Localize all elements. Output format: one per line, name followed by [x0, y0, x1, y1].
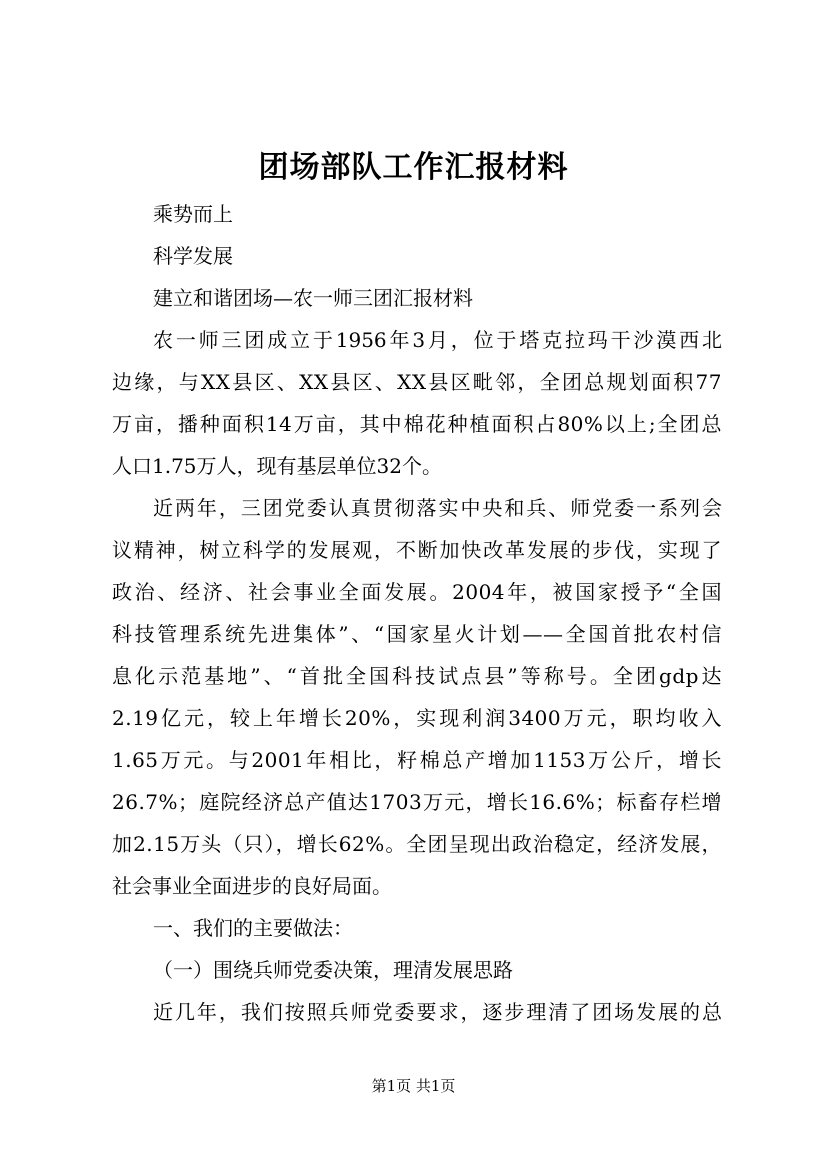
paragraph-3-line-1: 近几年，我们按照兵师党委要求，逐步理清了团场发展的总 — [153, 1000, 722, 1024]
paragraph-2-line-10: 社会事业全面进步的良好局面。 — [112, 874, 392, 898]
paragraph-2-line-8: 26.7%；庭院经济总产值达1703万元，增长16.6%；标畜存栏增 — [112, 790, 722, 814]
subtitle-line-3: 建立和谐团场—农一师三团汇报材料 — [153, 286, 473, 310]
paragraph-1-line-3: 万亩，播种面积14万亩，其中棉花种植面积占80%以上;全团总 — [112, 412, 722, 436]
paragraph-2-line-7: 1.65万元。与2001年相比，籽棉总产增加1153万公斤，增长 — [112, 748, 722, 772]
paragraph-1-line-4: 人口1.75万人，现有基层单位32个。 — [112, 454, 442, 478]
section-heading: 一、我们的主要做法： — [153, 916, 353, 940]
page-footer: 第1页 共1页 — [371, 1077, 456, 1095]
subtitle-line-2: 科学发展 — [153, 244, 233, 268]
paragraph-2-line-4: 科技管理系统先进集体”、“国家星火计划——全国首批农村信 — [112, 622, 722, 646]
document-title: 团场部队工作汇报材料 — [258, 150, 569, 185]
subtitle-line-1: 乘势而上 — [153, 202, 233, 226]
paragraph-1-line-1: 农一师三团成立于1956年3月，位于塔克拉玛干沙漠西北 — [153, 328, 722, 352]
subsection-heading: （一）围绕兵师党委决策，理清发展思路 — [153, 958, 513, 982]
paragraph-2-line-5: 息化示范基地”、“首批全国科技试点县”等称号。全团gdp达 — [112, 664, 722, 688]
paragraph-2-line-3: 政治、经济、社会事业全面发展。2004年，被国家授予“全国 — [112, 580, 722, 604]
paragraph-2-line-2: 议精神，树立科学的发展观，不断加快改革发展的步伐，实现了 — [112, 538, 722, 562]
paragraph-2-line-1: 近两年，三团党委认真贯彻落实中央和兵、师党委一系列会 — [153, 496, 722, 520]
paragraph-2-line-6: 2.19亿元，较上年增长20%，实现利润3400万元，职均收入 — [112, 706, 722, 730]
paragraph-1-line-2: 边缘，与XX县区、XX县区、XX县区毗邻，全团总规划面积77 — [112, 370, 722, 394]
paragraph-2-line-9: 加2.15万头（只），增长62%。全团呈现出政治稳定，经济发展， — [112, 832, 722, 856]
